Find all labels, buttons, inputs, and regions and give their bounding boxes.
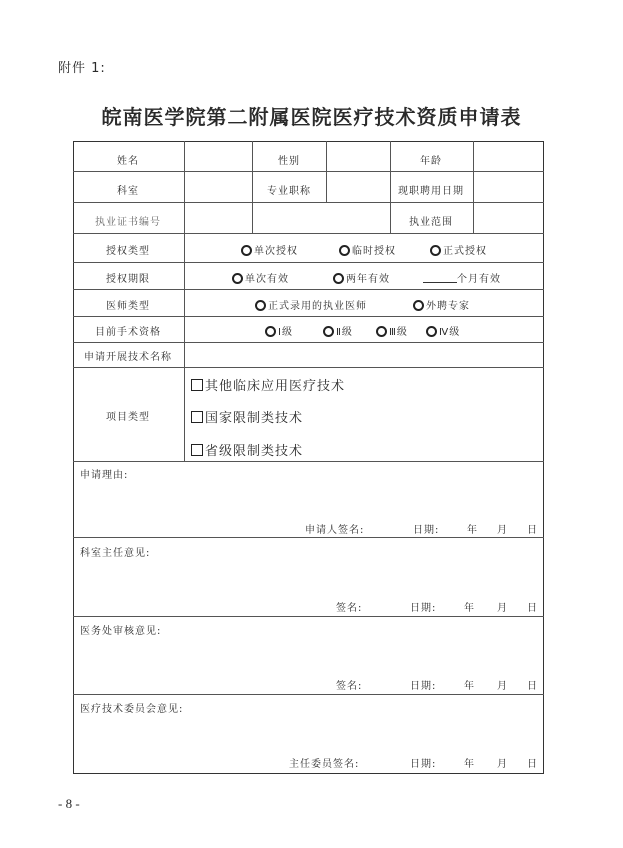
current-hire-date-label: 现职聘用日期 xyxy=(398,186,464,197)
physician-type-option-external[interactable]: 外聘专家 xyxy=(413,297,470,312)
auth-type-option-temporary[interactable]: 临时授权 xyxy=(339,242,396,257)
year-label: 年 xyxy=(464,681,475,692)
surgery-level-option-1[interactable]: Ⅰ级 xyxy=(265,323,293,338)
auth-period-option-months[interactable]: 个月有效 xyxy=(423,270,501,285)
year-label: 年 xyxy=(464,759,475,770)
radio-icon xyxy=(339,245,350,256)
radio-icon xyxy=(413,300,424,311)
physician-type-option-formal[interactable]: 正式录用的执业医师 xyxy=(255,297,367,312)
surgery-level-option-2[interactable]: Ⅱ级 xyxy=(323,323,353,338)
date-label: 日期: xyxy=(413,525,440,536)
months-blank[interactable] xyxy=(423,273,457,283)
practice-scope-label: 执业范围 xyxy=(409,217,453,228)
attachment-label: 附件 1: xyxy=(58,61,106,76)
section-dept-head-label: 科室主任意见: xyxy=(80,548,151,559)
auth-period-option-two-years[interactable]: 两年有效 xyxy=(333,270,390,285)
month-label: 月 xyxy=(497,681,508,692)
date-label: 日期: xyxy=(410,603,437,614)
checkbox-icon xyxy=(191,444,203,456)
radio-icon xyxy=(323,326,334,337)
project-type-option-national[interactable]: 国家限制类技术 xyxy=(191,407,303,426)
auth-period-option-single[interactable]: 单次有效 xyxy=(232,270,289,285)
project-type-label: 项目类型 xyxy=(106,412,150,423)
month-label: 月 xyxy=(497,603,508,614)
year-label: 年 xyxy=(464,603,475,614)
date-label: 日期: xyxy=(410,681,437,692)
tech-name-label: 申请开展技术名称 xyxy=(84,352,172,363)
radio-icon xyxy=(265,326,276,337)
checkbox-icon xyxy=(191,379,203,391)
radio-icon xyxy=(376,326,387,337)
section-committee-signer: 主任委员签名: xyxy=(289,759,360,770)
project-type-option-other[interactable]: 其他临床应用医疗技术 xyxy=(191,375,345,394)
surgery-level-label: 目前手术资格 xyxy=(95,327,161,338)
section-reason-signer: 申请人签名: xyxy=(305,525,365,536)
section-medical-affairs-signer: 签名: xyxy=(336,681,363,692)
name-label: 姓名 xyxy=(117,156,139,167)
month-label: 月 xyxy=(497,759,508,770)
radio-icon xyxy=(430,245,441,256)
date-label: 日期: xyxy=(410,759,437,770)
surgery-level-option-3[interactable]: Ⅲ级 xyxy=(376,323,408,338)
day-label: 日 xyxy=(527,681,538,692)
radio-icon xyxy=(426,326,437,337)
surgery-level-option-4[interactable]: Ⅳ级 xyxy=(426,323,460,338)
section-medical-affairs-label: 医务处审核意见: xyxy=(80,626,162,637)
project-type-option-provincial[interactable]: 省级限制类技术 xyxy=(191,440,303,459)
page-number: - 8 - xyxy=(58,796,80,811)
form-title: 皖南医学院第二附属医院医疗技术资质申请表 xyxy=(101,105,522,129)
month-label: 月 xyxy=(497,525,508,536)
age-label: 年龄 xyxy=(420,156,442,167)
auth-type-option-formal[interactable]: 正式授权 xyxy=(430,242,487,257)
license-number-label: 执业证书编号 xyxy=(95,217,161,228)
section-committee-label: 医疗技术委员会意见: xyxy=(80,704,184,715)
gender-label: 性别 xyxy=(278,156,300,167)
department-label: 科室 xyxy=(117,186,139,197)
year-label: 年 xyxy=(467,525,478,536)
day-label: 日 xyxy=(527,603,538,614)
checkbox-icon xyxy=(191,411,203,423)
radio-icon xyxy=(255,300,266,311)
physician-type-label: 医师类型 xyxy=(106,301,150,312)
auth-type-label: 授权类型 xyxy=(106,246,150,257)
day-label: 日 xyxy=(527,759,538,770)
radio-icon xyxy=(333,273,344,284)
section-dept-head-signer: 签名: xyxy=(336,603,363,614)
radio-icon xyxy=(232,273,243,284)
auth-type-option-single[interactable]: 单次授权 xyxy=(241,242,298,257)
auth-period-label: 授权期限 xyxy=(106,274,150,285)
professional-title-label: 专业职称 xyxy=(267,186,311,197)
day-label: 日 xyxy=(527,525,538,536)
radio-icon xyxy=(241,245,252,256)
section-reason-label: 申请理由: xyxy=(80,470,129,481)
